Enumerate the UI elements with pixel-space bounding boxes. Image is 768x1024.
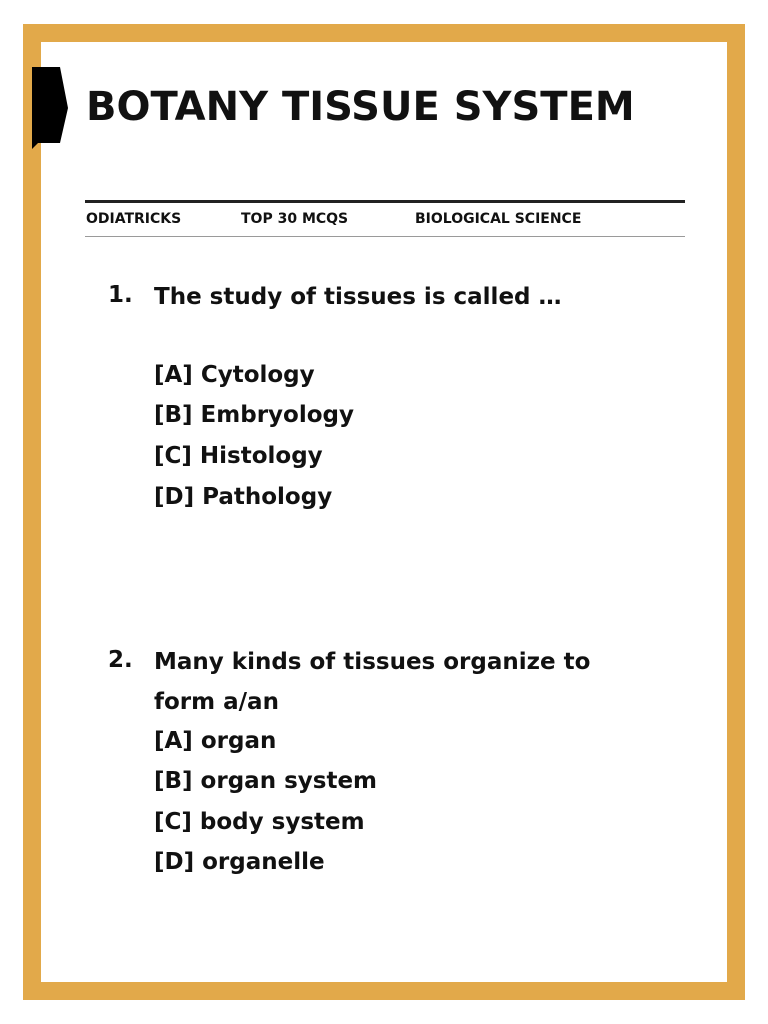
question-2-option-a: [A] organ (154, 728, 277, 754)
page-title: BOTANY TISSUE SYSTEM (86, 84, 635, 130)
question-2-text: Many kinds of tissues organize to form a/an (154, 649, 591, 715)
meta-subject: BIOLOGICAL SCIENCE (415, 211, 582, 227)
question-2-number: 2. (108, 647, 133, 673)
question-1-option-d: [D] Pathology (154, 484, 333, 510)
question-1-number: 1. (108, 282, 133, 308)
question-2-option-d: [D] organelle (154, 849, 325, 875)
page-frame (23, 24, 745, 1000)
question-2-option-c: [C] body system (154, 809, 365, 835)
question-2-option-b: [B] organ system (154, 768, 378, 794)
meta-category: TOP 30 MCQS (241, 211, 349, 227)
header-divider-top (85, 200, 685, 203)
question-1-text: The study of tissues is called … (154, 284, 562, 310)
question-1-option-c: [C] Histology (154, 443, 323, 469)
header-divider-bottom (85, 236, 685, 237)
question-1-option-b: [B] Embryology (154, 402, 354, 428)
question-1-option-a: [A] Cytology (154, 362, 315, 388)
meta-source: ODIATRICKS (86, 211, 182, 227)
bookmark-tag-icon (32, 67, 68, 149)
